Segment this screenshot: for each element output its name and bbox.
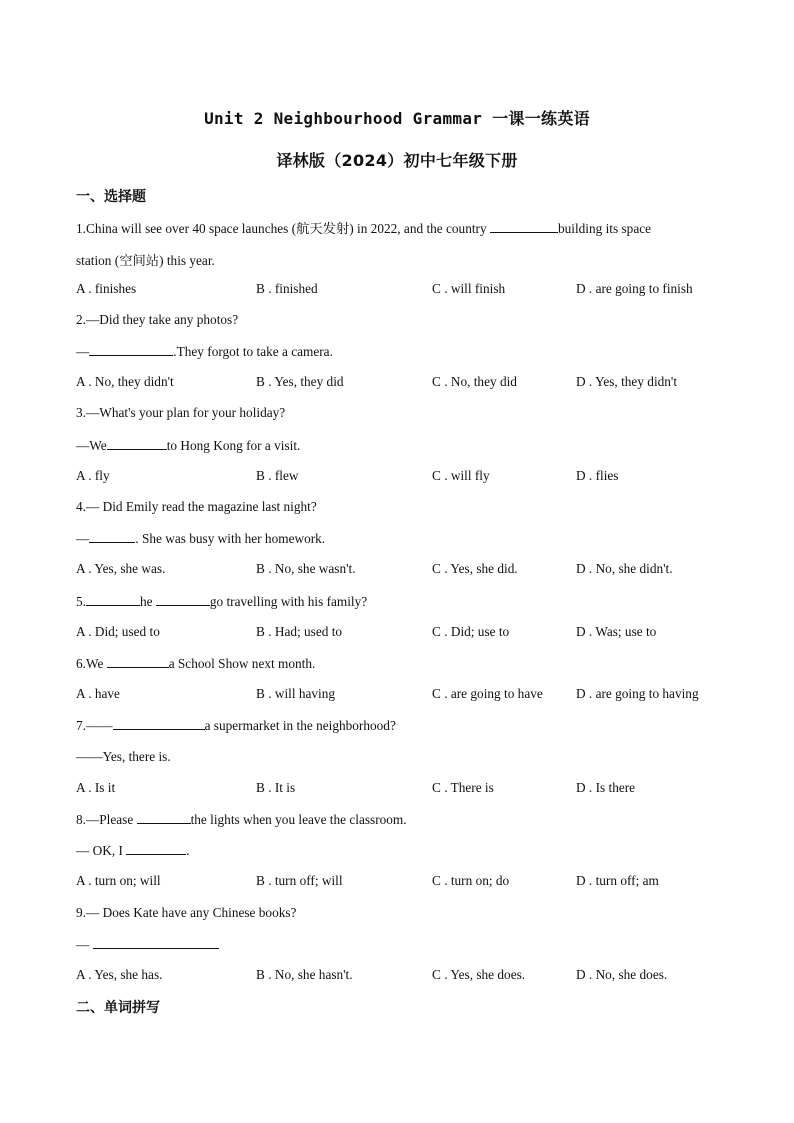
question-1-text-a: 1.China will see over 40 space launches (航天发射) in 2022, and the country bbox=[76, 221, 490, 236]
question-7-option-b: B . It is bbox=[256, 780, 296, 795]
question-7-option-d: D . Is there bbox=[576, 780, 636, 795]
question-5-text-b: he bbox=[139, 594, 156, 609]
question-1-option-a: A . finishes bbox=[76, 281, 137, 296]
question-2-answer-line bbox=[76, 343, 333, 360]
section-heading-spelling: 二、单词拼写 bbox=[76, 1000, 160, 1016]
question-7-stem bbox=[76, 717, 396, 734]
question-5-option-d: D . Was; use to bbox=[576, 624, 657, 639]
question-4-text-a: — bbox=[76, 531, 90, 546]
question-8-option-a: A . turn on; will bbox=[76, 873, 161, 888]
question-7-text-a: 7.—— bbox=[76, 718, 113, 733]
question-3-stem: 3.—What's your plan for your holiday? bbox=[76, 405, 286, 420]
answer-blank bbox=[89, 343, 173, 356]
question-4-answer-line bbox=[76, 530, 325, 547]
question-9-answer-line bbox=[76, 936, 219, 953]
question-1-stem-cont: station (空间站) this year. bbox=[76, 253, 215, 268]
question-4-option-a: A . Yes, she was. bbox=[76, 561, 166, 576]
question-2-option-c: C . No, they did bbox=[432, 374, 517, 389]
question-7-option-a: A . Is it bbox=[76, 780, 116, 795]
answer-blank bbox=[113, 717, 205, 730]
answer-blank bbox=[490, 220, 558, 233]
section-heading-multiple-choice: 一、选择题 bbox=[76, 189, 146, 205]
question-6-text-b: a School Show next month. bbox=[168, 656, 316, 671]
question-3-option-d: D . flies bbox=[576, 468, 619, 483]
question-2-text-a: — bbox=[76, 344, 90, 359]
answer-blank bbox=[107, 437, 167, 450]
question-7-option-c: C . There is bbox=[432, 780, 494, 795]
question-8-text-d: . bbox=[186, 843, 190, 858]
question-9-text-a: — bbox=[76, 937, 93, 952]
question-8-text-b: the lights when you leave the classroom. bbox=[190, 812, 407, 827]
question-2-option-d: D . Yes, they didn't bbox=[576, 374, 678, 389]
question-6-option-d: D . are going to having bbox=[576, 686, 699, 701]
question-2-text-b: .They forgot to take a camera. bbox=[173, 344, 333, 359]
question-1-option-c: C . will finish bbox=[432, 281, 506, 296]
question-3-answer-line bbox=[76, 437, 300, 454]
question-4-option-d: D . No, she didn't. bbox=[576, 561, 673, 576]
answer-blank bbox=[126, 842, 186, 855]
question-9-option-a: A . Yes, she has. bbox=[76, 967, 163, 982]
question-1-text-b: building its space bbox=[557, 221, 652, 236]
answer-blank bbox=[137, 811, 191, 824]
question-6-stem bbox=[76, 655, 315, 672]
question-2-stem: 2.—Did they take any photos? bbox=[76, 312, 239, 327]
question-8-option-c: C . turn on; do bbox=[432, 873, 510, 888]
answer-blank bbox=[86, 593, 140, 606]
question-8-text-a: 8.—Please bbox=[76, 812, 137, 827]
page-subtitle: 译林版（2024）初中七年级下册 bbox=[276, 151, 518, 170]
question-4-text-b: . She was busy with her homework. bbox=[135, 531, 326, 546]
question-6-option-b: B . will having bbox=[256, 686, 336, 701]
question-9-option-d: D . No, she does. bbox=[576, 967, 668, 982]
answer-blank bbox=[93, 936, 219, 949]
question-3-text-b: to Hong Kong for a visit. bbox=[166, 438, 301, 453]
question-5-option-b: B . Had; used to bbox=[256, 624, 343, 639]
question-2-option-b: B . Yes, they did bbox=[256, 374, 344, 389]
answer-blank bbox=[156, 593, 210, 606]
question-8-text-c: — OK, I bbox=[76, 843, 127, 858]
question-3-text-a: —We bbox=[76, 438, 107, 453]
question-8-option-b: B . turn off; will bbox=[256, 873, 343, 888]
question-2-option-a: A . No, they didn't bbox=[76, 374, 174, 389]
question-8-option-d: D . turn off; am bbox=[576, 873, 659, 888]
question-4-option-b: B . No, she wasn't. bbox=[256, 561, 356, 576]
page-title: Unit 2 Neighbourhood Grammar 一课一练英语 bbox=[204, 109, 590, 128]
question-6-text-a: 6.We bbox=[76, 656, 107, 671]
question-1-option-b: B . finished bbox=[256, 281, 318, 296]
question-6-option-a: A . have bbox=[76, 686, 120, 701]
question-7-text-b: a supermarket in the neighborhood? bbox=[204, 718, 396, 733]
question-5-text-a: 5. bbox=[76, 594, 86, 609]
question-9-stem: 9.— Does Kate have any Chinese books? bbox=[76, 905, 297, 920]
question-8-reply bbox=[76, 842, 190, 859]
answer-blank bbox=[107, 655, 169, 668]
question-7-reply: ——Yes, there is. bbox=[76, 749, 171, 764]
question-1-option-d: D . are going to finish bbox=[576, 281, 693, 296]
question-3-option-c: C . will fly bbox=[432, 468, 490, 483]
question-4-stem: 4.— Did Emily read the magazine last night? bbox=[76, 499, 317, 514]
question-9-option-c: C . Yes, she does. bbox=[432, 967, 526, 982]
question-3-option-a: A . fly bbox=[76, 468, 110, 483]
question-8-stem bbox=[76, 811, 407, 828]
question-6-option-c: C . are going to have bbox=[432, 686, 543, 701]
answer-blank bbox=[89, 530, 135, 543]
question-5-option-c: C . Did; use to bbox=[432, 624, 510, 639]
question-5-text-c: go travelling with his family? bbox=[209, 594, 368, 609]
question-9-option-b: B . No, she hasn't. bbox=[256, 967, 353, 982]
question-4-option-c: C . Yes, she did. bbox=[432, 561, 518, 576]
question-1-stem bbox=[76, 218, 651, 237]
question-3-option-b: B . flew bbox=[256, 468, 299, 483]
question-5-stem bbox=[76, 593, 367, 610]
question-5-option-a: A . Did; used to bbox=[76, 624, 160, 639]
